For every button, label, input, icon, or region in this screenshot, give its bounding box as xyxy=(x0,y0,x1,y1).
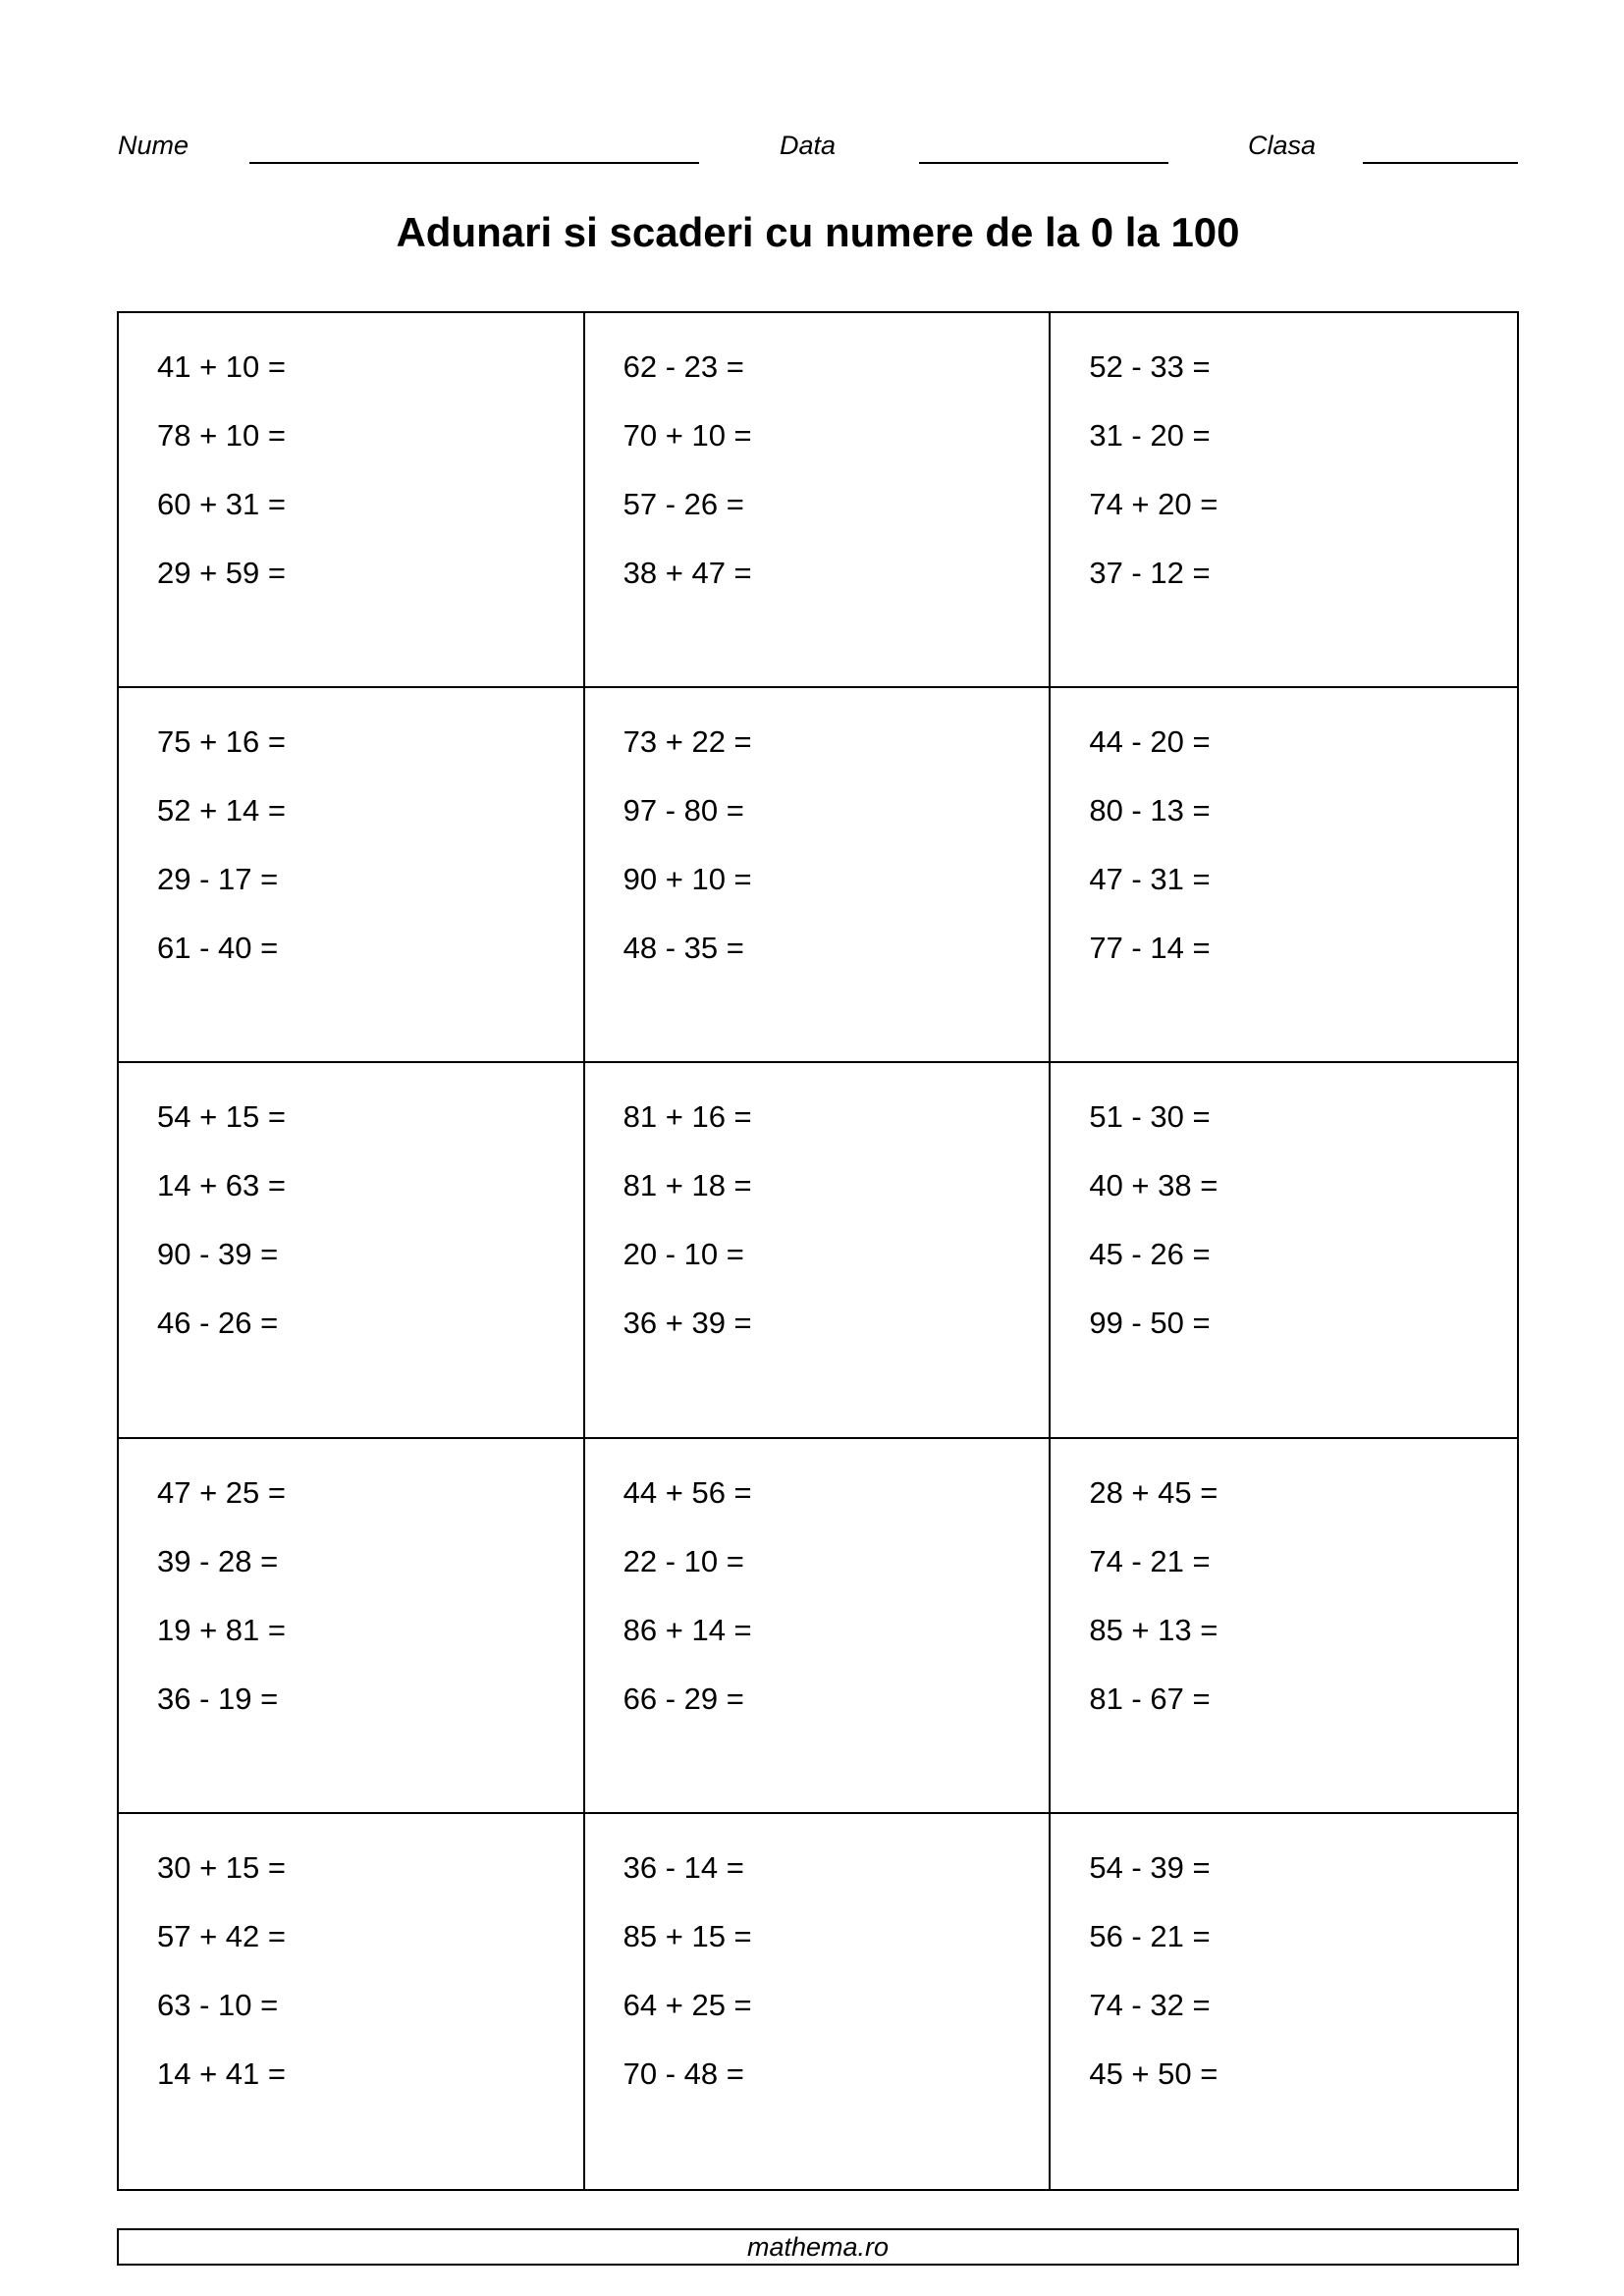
exercise-cell xyxy=(585,1063,1052,1438)
exercise-item: 73 + 22 = xyxy=(623,724,752,760)
exercise-item: 38 + 47 = xyxy=(623,556,752,590)
exercise-cell xyxy=(119,688,585,1063)
date-label: Data xyxy=(780,131,837,160)
exercise-item: 70 + 10 = xyxy=(623,418,752,453)
exercise-item: 45 - 26 = xyxy=(1089,1237,1211,1272)
exercise-item: 60 + 31 = xyxy=(157,487,287,521)
worksheet-header xyxy=(0,0,1624,177)
exercise-item: 66 - 29 = xyxy=(623,1681,744,1716)
exercise-item: 75 + 16 = xyxy=(157,724,287,760)
exercise-item: 36 - 14 = xyxy=(623,1849,744,1885)
exercise-item: 29 + 59 = xyxy=(157,556,287,590)
exercise-item: 81 + 16 = xyxy=(623,1099,752,1135)
footer-site: mathema.ro xyxy=(117,2228,1519,2266)
exercise-cell xyxy=(585,313,1052,688)
exercise-item: 85 + 15 = xyxy=(623,1918,752,1953)
exercise-item: 44 + 56 = xyxy=(623,1474,752,1510)
exercise-item: 74 - 21 = xyxy=(1089,1543,1211,1578)
exercise-cell xyxy=(1051,1814,1517,2189)
exercise-item: 46 - 26 = xyxy=(157,1306,279,1341)
exercise-item: 44 - 20 = xyxy=(1089,724,1211,760)
exercise-item: 45 + 50 = xyxy=(1089,2056,1218,2091)
exercise-cell xyxy=(585,688,1052,1063)
exercise-item: 77 - 14 = xyxy=(1089,931,1211,966)
class-field-line[interactable] xyxy=(1363,162,1518,164)
exercise-item: 90 + 10 = xyxy=(623,862,752,897)
exercise-item: 62 - 23 = xyxy=(623,349,744,384)
exercise-cell xyxy=(1051,1063,1517,1438)
exercise-item: 19 + 81 = xyxy=(157,1612,287,1647)
exercise-item: 31 - 20 = xyxy=(1089,418,1211,453)
exercise-item: 48 - 35 = xyxy=(623,931,744,966)
date-field-line[interactable] xyxy=(919,162,1168,164)
exercise-cell xyxy=(585,1814,1052,2189)
exercise-item: 57 + 42 = xyxy=(157,1918,287,1953)
exercise-cell xyxy=(119,1063,585,1438)
exercise-item: 81 - 67 = xyxy=(1089,1681,1211,1716)
exercise-cell xyxy=(1051,313,1517,688)
exercise-item: 85 + 13 = xyxy=(1089,1612,1218,1647)
exercise-item: 57 - 26 = xyxy=(623,487,744,521)
exercise-item: 36 - 19 = xyxy=(157,1681,279,1716)
exercise-cell xyxy=(1051,688,1517,1063)
exercise-item: 97 - 80 = xyxy=(623,793,744,828)
exercise-item: 56 - 21 = xyxy=(1089,1918,1211,1953)
exercise-item: 29 - 17 = xyxy=(157,862,279,897)
exercise-item: 30 + 15 = xyxy=(157,1849,287,1885)
exercise-item: 86 + 14 = xyxy=(623,1612,752,1647)
exercise-item: 64 + 25 = xyxy=(623,1987,752,2022)
exercise-item: 54 - 39 = xyxy=(1089,1849,1211,1885)
exercise-item: 22 - 10 = xyxy=(623,1543,744,1578)
exercise-item: 36 + 39 = xyxy=(623,1306,752,1341)
class-label: Clasa xyxy=(1248,131,1317,160)
exercise-item: 52 + 14 = xyxy=(157,793,287,828)
exercise-item: 80 - 13 = xyxy=(1089,793,1211,828)
exercise-item: 39 - 28 = xyxy=(157,1543,279,1578)
exercise-item: 52 - 33 = xyxy=(1089,349,1211,384)
exercise-item: 78 + 10 = xyxy=(157,418,287,453)
exercise-item: 61 - 40 = xyxy=(157,931,279,966)
exercise-item: 20 - 10 = xyxy=(623,1237,744,1272)
exercise-item: 47 + 25 = xyxy=(157,1474,287,1510)
exercise-item: 63 - 10 = xyxy=(157,1987,279,2022)
exercise-cell xyxy=(585,1439,1052,1814)
exercise-item: 90 - 39 = xyxy=(157,1237,279,1272)
exercise-item: 40 + 38 = xyxy=(1089,1168,1218,1203)
exercise-item: 14 + 63 = xyxy=(157,1168,287,1203)
exercise-cell xyxy=(1051,1439,1517,1814)
exercise-item: 14 + 41 = xyxy=(157,2056,287,2091)
exercise-item: 74 - 32 = xyxy=(1089,1987,1211,2022)
exercise-item: 51 - 30 = xyxy=(1089,1099,1211,1135)
exercise-cell xyxy=(119,1439,585,1814)
exercise-item: 47 - 31 = xyxy=(1089,862,1211,897)
exercise-item: 37 - 12 = xyxy=(1089,556,1211,590)
page-title: Adunari si scaderi cu numere de la 0 la 100 xyxy=(396,209,1240,255)
exercise-item: 99 - 50 = xyxy=(1089,1306,1211,1341)
exercise-item: 54 + 15 = xyxy=(157,1099,287,1135)
exercise-item: 70 - 48 = xyxy=(623,2056,744,2091)
exercise-grid xyxy=(117,311,1519,2191)
exercise-item: 28 + 45 = xyxy=(1089,1474,1218,1510)
exercise-item: 81 + 18 = xyxy=(623,1168,752,1203)
exercise-cell xyxy=(119,313,585,688)
name-field-line[interactable] xyxy=(249,162,699,164)
exercise-cell xyxy=(119,1814,585,2189)
exercise-item: 41 + 10 = xyxy=(157,349,287,384)
exercise-item: 74 + 20 = xyxy=(1089,487,1218,521)
name-label: Nume xyxy=(118,131,189,160)
